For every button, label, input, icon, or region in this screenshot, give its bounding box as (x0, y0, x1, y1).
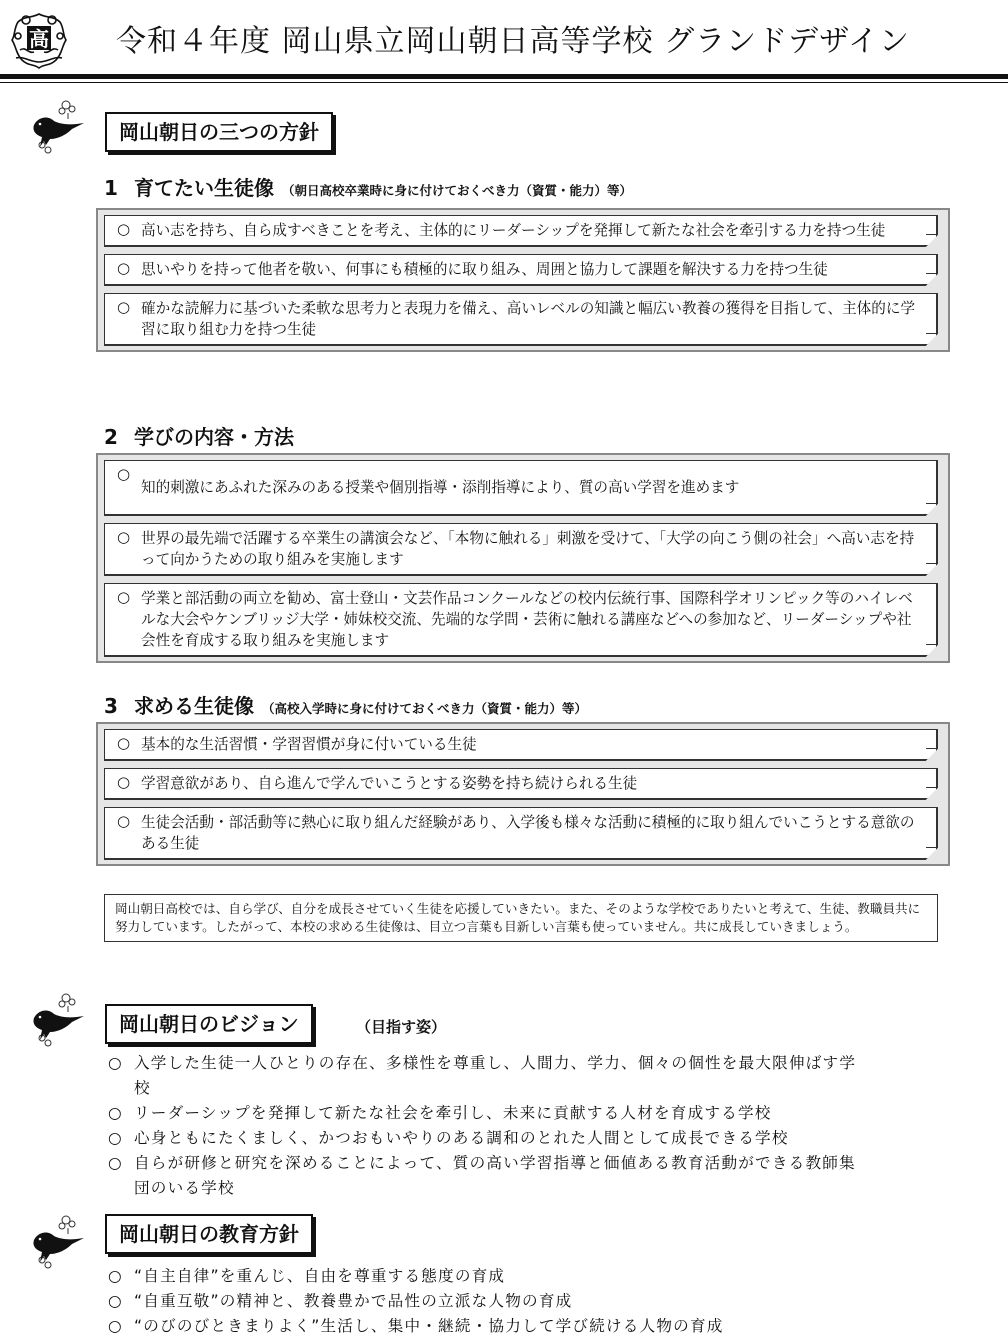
header-rule (0, 74, 1008, 79)
list-item: ○ 入学した生徒一人ひとりの存在、多様性を尊重し、人間力、学力、個々の個性を最大限伸ばす学校 (108, 1051, 868, 1101)
bird-icon (28, 95, 86, 157)
list-item: ○ 生徒会活動・部活動等に熱心に取り組んだ経験があり、入学後も様々な活動に積極的に取り組んでいこうとする意欲のある生徒 (104, 807, 938, 860)
list-item: ○ 確かな読解力に基づいた柔軟な思考力と表現力を備え、高いレベルの知識と幅広い教養の獲得を目指して、主体的に学習に取り組む力を持つ生徒 (104, 293, 938, 346)
section-1-title (104, 172, 632, 201)
section-2-title (104, 421, 294, 450)
education-policy-heading: 岡山朝日の教育方針 (105, 1214, 313, 1254)
list-item: ○ “自重互敬”の精神と、教養豊かで品性の立派な人物の育成 (108, 1289, 888, 1314)
header-rule-thin (0, 82, 1008, 83)
list-item: ○ 世界の最先端で活躍する卒業生の講演会など、「本物に触れる」刺激を受けて、「大学の向こう側の社会」へ高い志を持って向かうための取り組みを実施します (104, 523, 938, 576)
page-title: 令和４年度 岡山県立岡山朝日高等学校 グランドデザイン (116, 24, 910, 59)
list-item: ○ 思いやりを持って他者を敬い、何事にも積極的に取り組み、周囲と協力して課題を解決する力を持つ生徒 (104, 254, 938, 286)
list-item: ○ 心身ともにたくましく、かつおもいやりのある調和のとれた人間として成長できる学校 (108, 1126, 888, 1151)
bird-icon (28, 988, 86, 1050)
section-1-number: 1 (104, 176, 118, 200)
list-item: ○ 学習意欲があり、自ら進んで学んでいこうとする姿勢を持ち続けられる生徒 (104, 768, 938, 800)
crest-glyph: 高 (29, 27, 49, 51)
vision-heading: 岡山朝日のビジョン (105, 1004, 313, 1044)
school-crest-icon (6, 6, 72, 72)
list-item: ○ 高い志を持ち、自ら成すべきことを考え、主体的にリーダーシップを発揮して新たな社会を牽引する力を持つ生徒 (104, 215, 938, 247)
page-header (0, 0, 1008, 84)
list-item: ○ “のびのびときまりよく”生活し、集中・継続・協力して学び続ける人物の育成 (108, 1314, 888, 1339)
section-2-panel (96, 453, 950, 663)
section-3-title (104, 690, 587, 719)
vision-list (108, 1051, 888, 1201)
list-item: ○ 基本的な生活習慣・学習習慣が身に付いている生徒 (104, 729, 938, 761)
list-item: ○ “自主自律”を重んじ、自由を尊重する態度の育成 (108, 1264, 888, 1289)
section-1-panel (96, 208, 950, 352)
list-item: ○ 自らが研修と研究を深めることによって、質の高い学習指導と価値ある教育活動ができる教師集団のいる学校 (108, 1151, 868, 1201)
section-3-number: 3 (104, 694, 118, 718)
list-item: ○ 学業と部活動の両立を勧め、富士登山・文芸作品コンクールなどの校内伝統行事、国際科学オリンピック等のハイレベルな大会やケンブリッジ大学・姉妹校交流、先端的な学問・芸術に触れる講座などへの参加など、リーダーシップや社会性を育成する取り組みを実施します (104, 583, 938, 657)
policies-note: 岡山朝日高校では、自ら学び、自分を成長させていく生徒を応援していきたい。また、そのような学校でありたいと考えて、生徒、教職員共に努力しています。したがって、本校の求める生徒像は、目立つ言葉も目新しい言葉も使っていません。共に成長していきましょう。 (104, 894, 938, 942)
section-2-number: 2 (104, 425, 118, 449)
section-2-heading: 学びの内容・方法 (134, 425, 294, 449)
vision-note: （目指す姿） (356, 1018, 447, 1036)
bird-icon (28, 1210, 86, 1272)
section-3-panel (96, 722, 950, 866)
list-item: ○ リーダーシップを発揮して新たな社会を牽引し、未来に貢献する人材を育成する学校 (108, 1101, 888, 1126)
section-1-subtitle: （朝日高校卒業時に身に付けておくべき力（資質・能力）等） (282, 183, 633, 198)
education-policy-list (108, 1264, 888, 1339)
section-3-heading: 求める生徒像 (134, 694, 254, 718)
section-3-subtitle: （高校入学時に身に付けておくべき力（資質・能力）等） (262, 701, 588, 716)
section-1-heading: 育てたい生徒像 (134, 176, 274, 200)
list-item: ○ 知的刺激にあふれた深みのある授業や個別指導・添削指導により、質の高い学習を進めます (104, 460, 938, 516)
policies-heading: 岡山朝日の三つの方針 (105, 112, 333, 152)
